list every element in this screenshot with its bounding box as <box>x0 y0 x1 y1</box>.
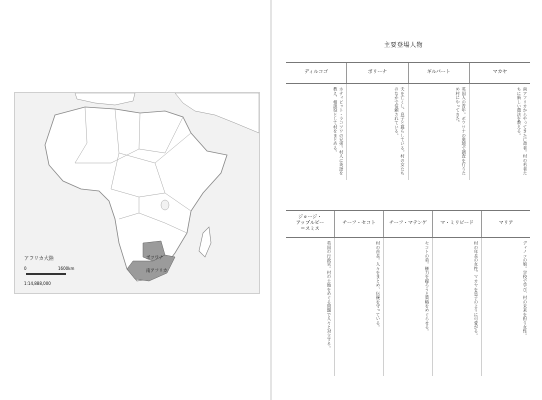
cast-description: ディノコの娘。学校で学び、村の未来を担う女性。 <box>523 241 528 338</box>
cast-name: ポリーナ <box>347 63 408 83</box>
cast-name: ディルコゴ <box>286 63 347 83</box>
lake-victoria <box>161 200 169 210</box>
scale-distance-label: 1600km <box>58 266 75 271</box>
south-africa-label: 南アフリカ <box>146 269 168 274</box>
cast-description: 夫を亡くし、息子と暮らしている。村の女たちのなかで信頼されている。 <box>347 84 408 180</box>
cast-name: マカヤ <box>492 70 508 76</box>
scale-ratio: 1:14,888,000 <box>24 281 51 286</box>
africa-map <box>14 92 260 294</box>
cast-description: 南アフリカからやってきた亡命者。村の若者たちに新しい農法を教える。 <box>517 87 528 175</box>
cast-description: 村の首長。人々をまとめ、伝統を守っている。 <box>335 238 384 376</box>
cast-name: ジョージ・ アップルビー ＝スミス <box>286 211 335 237</box>
cast-description: 英国人の青年。ボツワナの奥地で調査を行うため村にやってきた。 <box>409 84 470 180</box>
cast-name: ギルバート <box>409 63 470 83</box>
map-title: アフリカ大陸 <box>24 256 54 262</box>
cast-body-row-top <box>286 84 530 180</box>
cast-name: チーフ・セコト <box>335 211 384 237</box>
section-title: 主要登場人物 <box>384 42 424 49</box>
cast-name: チーフ・マテンゲ <box>384 211 433 237</box>
left-page <box>0 0 270 400</box>
scale-zero-label: 0 <box>24 266 27 271</box>
cast-name: マリア <box>498 221 514 227</box>
cast-description: ホティピット・ラコツワの兄弟。村人に英語を教え、相談役として村をまとめる。 <box>286 84 347 180</box>
cast-table-bottom <box>286 210 530 380</box>
cast-name: マ・ミリピード <box>433 211 482 237</box>
cast-table-top <box>286 62 530 186</box>
scale-bar <box>26 273 66 275</box>
scale-bar-dark <box>26 273 46 275</box>
cast-description: 英国の行政官。村の土地をめぐる問題で人々と対立する。 <box>286 238 335 376</box>
cast-description: 村の年長の女性。マカヤを息子のように可愛がる。 <box>433 238 482 376</box>
cast-header-row-bottom <box>286 210 530 238</box>
cast-body-row-bottom <box>286 238 530 376</box>
cast-description: セコトの弟。権力を握ろうと策略をめぐらせる。 <box>384 238 433 376</box>
scale-bar-light <box>46 273 66 275</box>
cast-header-row-top <box>286 62 530 84</box>
africa-map-graphic <box>15 93 259 293</box>
botswana-label: ボツワナ <box>146 256 164 261</box>
